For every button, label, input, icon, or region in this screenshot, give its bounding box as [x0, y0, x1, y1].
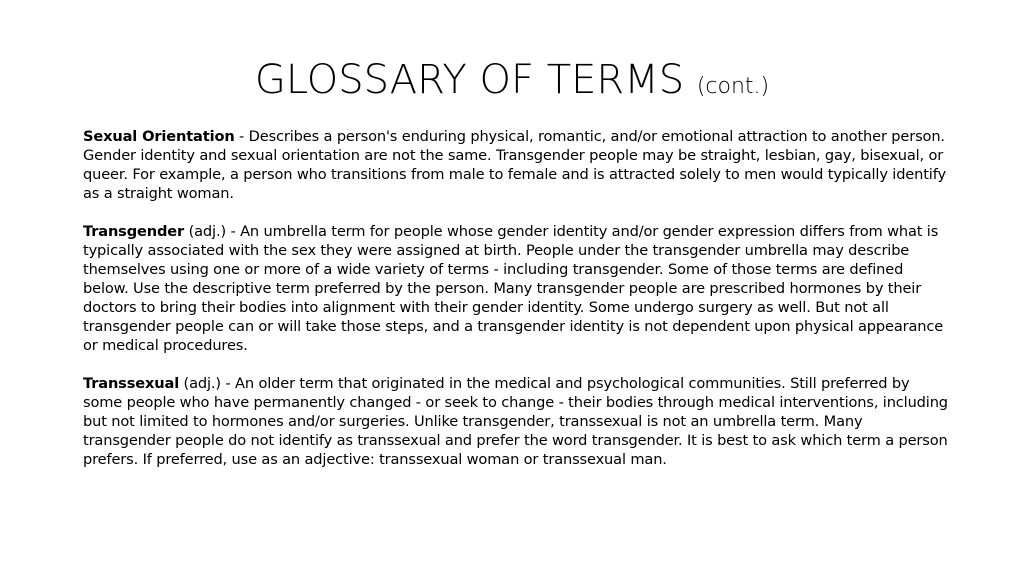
slide-title — [0, 52, 1024, 115]
entry-term: Sexual Orientation — [83, 128, 235, 145]
glossary-body — [83, 127, 951, 469]
entry-definition: - An older term that originated in the medical and psychological communities. Still preferred by some people who have permanently changed - or seek to change - their bodies through medical interventions, including but not limited to hormones and/or surgeries. Unlike transgender, transsexual is not an umbrella term. Many transgender people do not identify as transsexual and prefer the word transgender. It is best to ask which term a person prefers. If preferred, use as an adjective: transsexual woman or transsexual man. — [83, 375, 948, 468]
glossary-entry-sexual-orientation — [83, 127, 951, 203]
entry-qualifier: (adj.) — [179, 375, 221, 392]
entry-term: Transsexual — [83, 375, 180, 392]
title-main: GLOSSARY OF TERMS — [254, 57, 685, 103]
glossary-entry-transgender — [83, 222, 951, 355]
title-suffix: (cont.) — [696, 74, 770, 99]
entry-qualifier: (adj.) — [184, 223, 226, 240]
entry-term: Transgender — [83, 223, 185, 240]
entry-definition: - An umbrella term for people whose gender identity and/or gender expression differs from what is typically associated with the sex they were assigned at birth. People under the transgender umbrella may describe themselves using one or more of a wide variety of terms - including transgender. Some of those terms are defined below. Use the descriptive term preferred by the person. Many transgender people are prescribed hormones by their doctors to bring their bodies into alignment with their gender identity. Some undergo surgery as well. But not all transgender people can or will take those steps, and a transgender identity is not dependent upon physical appearance or medical procedures. — [83, 223, 944, 354]
entry-definition: - Describes a person's enduring physical, romantic, and/or emotional attraction to another person. Gender identity and sexual orientation are not the same. Transgender people may be straight, lesbian, gay, bisexual, or queer. For example, a person who transitions from male to female and is attracted solely to men would typically identify as a straight woman. — [83, 128, 946, 202]
glossary-entry-transsexual — [83, 374, 951, 469]
